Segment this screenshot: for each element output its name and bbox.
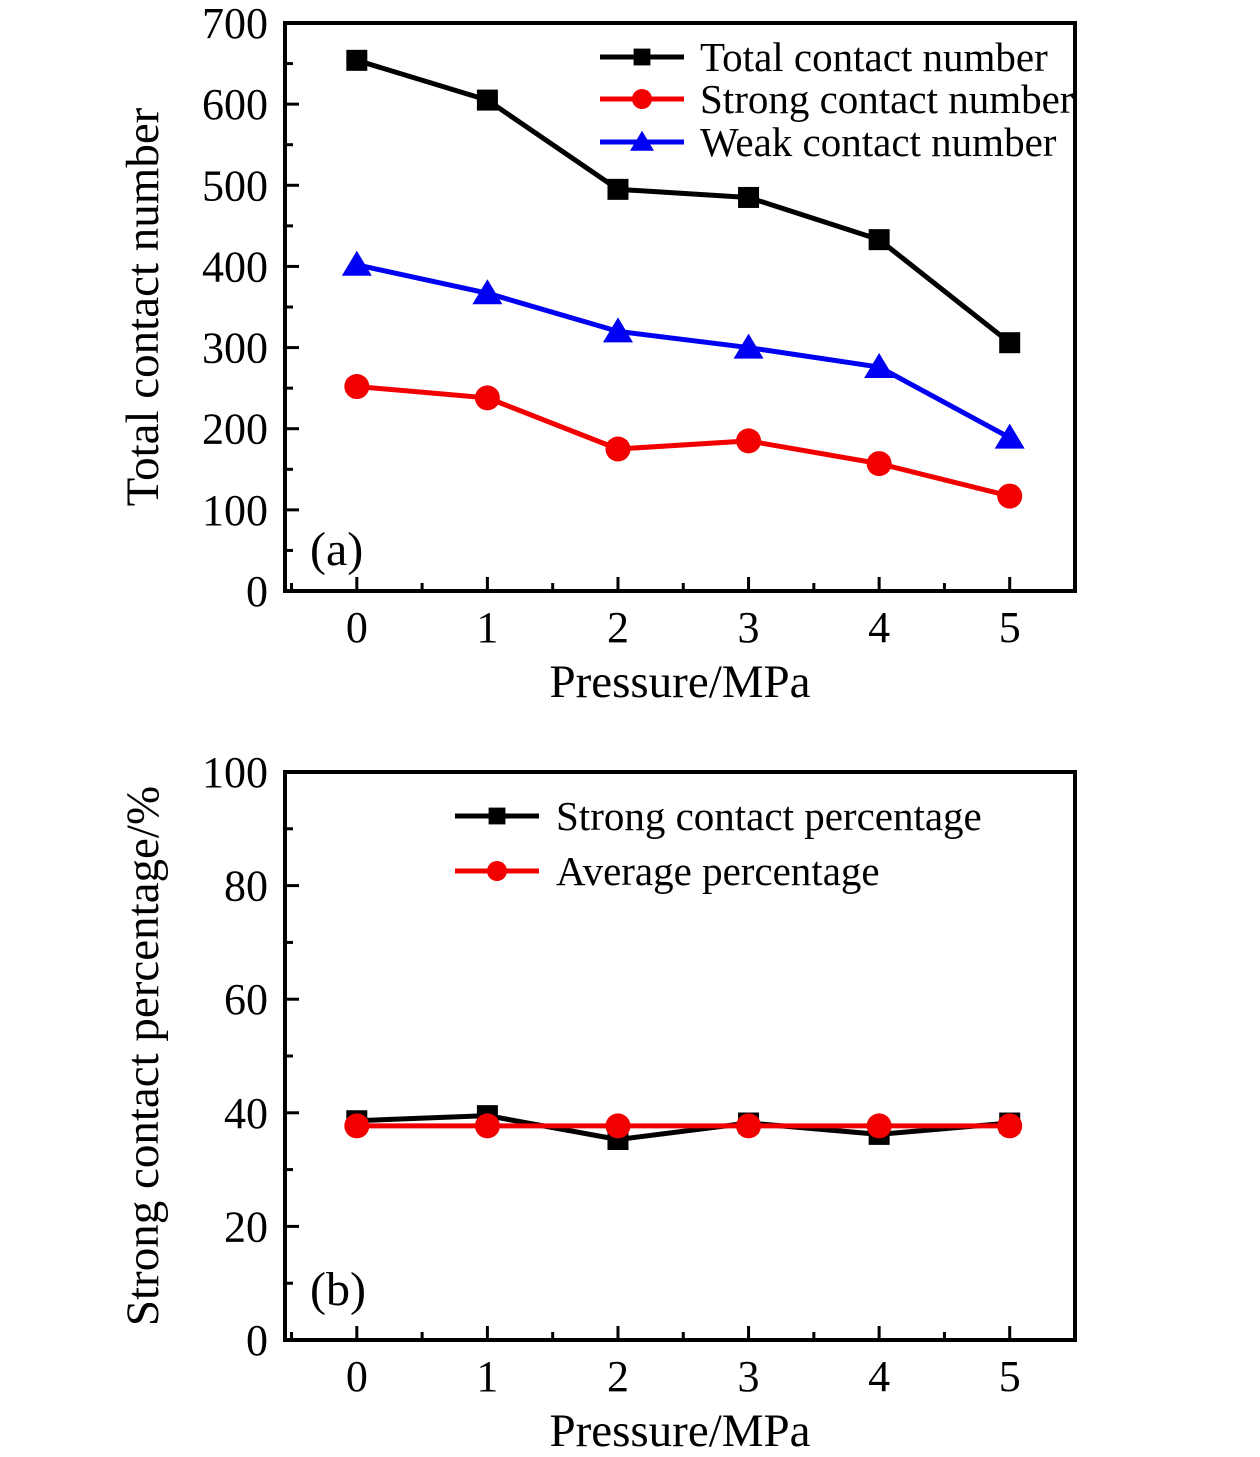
series-2-marker bbox=[342, 251, 372, 276]
series-0-marker bbox=[738, 187, 759, 208]
chart-b-canvas bbox=[0, 728, 1260, 1457]
x-tick-label: 4 bbox=[868, 603, 891, 652]
series-line-1 bbox=[357, 387, 1010, 497]
axis-title-x: Pressure/MPa bbox=[549, 1405, 811, 1457]
legend-marker-circle bbox=[632, 89, 652, 109]
series-1-marker bbox=[344, 1113, 369, 1138]
y-tick-label: 500 bbox=[202, 161, 268, 211]
y-tick-label: 200 bbox=[202, 404, 268, 454]
series-0-marker bbox=[999, 332, 1020, 353]
legend-label: Weak contact number bbox=[700, 119, 1057, 165]
series-1-marker bbox=[475, 1113, 500, 1138]
series-1-marker bbox=[605, 1113, 630, 1138]
x-tick-label: 0 bbox=[345, 603, 368, 652]
y-tick-label: 80 bbox=[224, 861, 268, 911]
x-tick-label: 3 bbox=[737, 1352, 760, 1401]
series-1-marker bbox=[867, 1113, 892, 1138]
series-2-marker bbox=[995, 424, 1025, 449]
series-1-marker bbox=[997, 484, 1022, 509]
y-tick-label: 0 bbox=[246, 567, 268, 616]
series-1-marker bbox=[344, 374, 369, 399]
y-tick-label: 60 bbox=[224, 975, 268, 1025]
panel-label: (a) bbox=[310, 523, 364, 576]
legend-label: Total contact number bbox=[700, 34, 1048, 80]
series-0-marker bbox=[477, 90, 498, 111]
x-tick-label: 2 bbox=[606, 603, 629, 652]
x-tick-label: 5 bbox=[998, 1352, 1021, 1401]
x-tick-label: 4 bbox=[868, 1352, 891, 1401]
y-tick-label: 700 bbox=[202, 0, 268, 48]
series-1-marker bbox=[867, 451, 892, 476]
y-tick-label: 0 bbox=[246, 1316, 268, 1365]
series-1-marker bbox=[605, 437, 630, 462]
y-tick-label: 400 bbox=[202, 242, 268, 292]
chart-panel-a bbox=[0, 0, 1260, 728]
legend-label: Strong contact percentage bbox=[556, 793, 982, 839]
chart-panel-b bbox=[0, 728, 1260, 1457]
y-tick-label: 40 bbox=[224, 1088, 268, 1138]
legend-label: Strong contact number bbox=[700, 76, 1074, 122]
series-0-marker bbox=[346, 50, 367, 71]
x-tick-label: 0 bbox=[345, 1352, 368, 1401]
series-line-2 bbox=[357, 265, 1010, 438]
x-tick-label: 2 bbox=[606, 1352, 629, 1401]
panel-label: (b) bbox=[310, 1263, 366, 1316]
axis-title-y: Total contact number bbox=[117, 107, 169, 507]
y-tick-label: 600 bbox=[202, 80, 268, 130]
y-tick-label: 100 bbox=[202, 485, 268, 535]
legend-label: Average percentage bbox=[556, 848, 880, 894]
x-tick-label: 1 bbox=[476, 1352, 499, 1401]
series-0-marker bbox=[607, 179, 628, 200]
series-1-marker bbox=[475, 385, 500, 410]
x-tick-label: 1 bbox=[476, 603, 499, 652]
series-1-marker bbox=[736, 428, 761, 453]
legend-marker-circle bbox=[487, 861, 507, 881]
series-0-marker bbox=[869, 229, 890, 250]
series-1-marker bbox=[736, 1113, 761, 1138]
legend-marker-square bbox=[489, 808, 506, 825]
y-tick-label: 300 bbox=[202, 323, 268, 373]
x-tick-label: 5 bbox=[998, 603, 1021, 652]
chart-a-canvas bbox=[0, 0, 1260, 728]
series-1-marker bbox=[997, 1113, 1022, 1138]
y-tick-label: 100 bbox=[202, 748, 268, 797]
y-tick-label: 20 bbox=[224, 1202, 268, 1252]
x-tick-label: 3 bbox=[737, 603, 760, 652]
legend-marker-square bbox=[634, 49, 651, 66]
axis-title-y: Strong contact percentage/% bbox=[117, 785, 169, 1327]
axis-title-x: Pressure/MPa bbox=[549, 656, 811, 708]
